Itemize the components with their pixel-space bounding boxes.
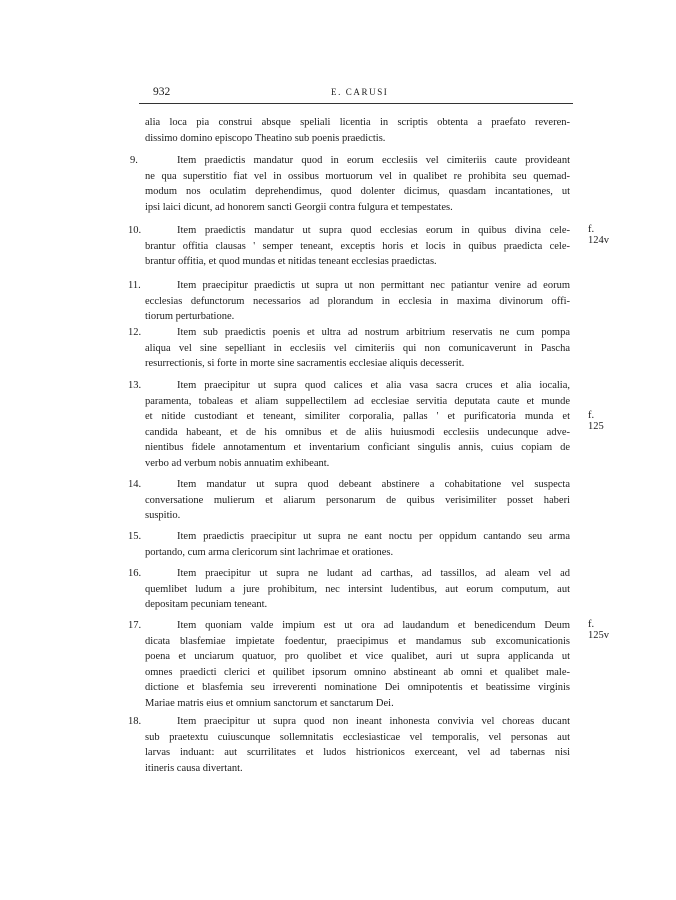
text-line: Mariae matris eius et omnium sanctorum et sanctarum Dei. — [145, 697, 394, 709]
item-16 — [128, 566, 570, 613]
text-line: brantur offitia clausas ' semper teneant, exceptis horis et locis in quibus praedicta cele- — [145, 240, 570, 252]
header-rule — [139, 103, 573, 104]
margin-folio-note: f. 125v — [588, 619, 609, 641]
text-line: depositam pecuniam teneant. — [145, 599, 268, 611]
text-line: quemlibet ludum a jure prohibitum, nec intersint ludentibus, aut eorum computum, aut — [145, 583, 570, 595]
text-line: suspitio. — [145, 510, 181, 522]
text-line: omnes praedicti clerici et quilibet ipsorum omnino abstineant ab omni et qualibet male- — [145, 666, 570, 678]
item-number: 17. — [128, 620, 142, 631]
text-line: poena et unciarum quatuor, pro quolibet et vice qualibet, auri ut supra applicanda ut — [145, 651, 570, 663]
text-line: brantur offitia, et quod mundas et nitidas teneant ecclesias praedictas. — [145, 256, 437, 268]
item-10 — [128, 223, 570, 270]
item-12 — [128, 325, 570, 372]
item-number: 18. — [128, 716, 142, 727]
text-line: Item praecipitur ut supra quod calices et alia vasa sacra cruces et alia iocalia, — [177, 380, 570, 391]
item-18 — [128, 714, 570, 776]
text-line: Item mandatur ut supra quod debeant abstinere a cohabitatione vel suspecta — [177, 479, 570, 490]
item-11 — [128, 278, 570, 325]
text-line: Item praecipitur ut supra ne ludant ad carthas, ad tassillos, ad aleam vel ad — [177, 568, 570, 579]
text-line: alia loca pia construi absque speliali licentia in scriptis obtenta a praefato reveren- — [145, 117, 570, 128]
page-number: 932 — [153, 86, 171, 98]
text-line: sub praetextu cuiuscunque sollemnitatis ecclesiasticae vel temporalis, vel personas aut — [145, 731, 570, 743]
text-line: resurrectionis, si forte in morte sine sacramentis ecclesiae aliquis decesserit. — [145, 358, 465, 370]
item-number: 9. — [130, 155, 138, 166]
text-line: nientibus fidele annotamentum et inventarium conficiant singulis annis, cuius copiam de — [145, 442, 570, 454]
item-14 — [128, 477, 570, 524]
text-line: et nitide custodiant et teneant, similiter corporalia, pallas ' et purificatoria munda et — [145, 411, 570, 423]
text-line: itineris causa divertant. — [145, 762, 243, 774]
text-line: conversatione mulierum et aliarum personarum de quibus verisimiliter posset haberi — [145, 494, 570, 506]
text-line: Item quoniam valde impium est ut ora ad laudandum et benedicendum Deum — [177, 620, 570, 631]
text-line: tiorum perturbatione. — [145, 311, 235, 323]
opening-paragraph — [145, 115, 570, 146]
text-line: Item sub praedictis poenis et ultra ad nostrum arbitrium reservatis ne cum pompa — [177, 327, 570, 338]
text-line: verbo ad verbum nobis annuatim exhibeant. — [145, 457, 330, 469]
text-line: Item praecipitur ut supra quod non ineant inhonesta convivia vel choreas ducant — [177, 716, 570, 727]
text-line: dissimo domino episcopo Theatino sub poenis praedictis. — [145, 132, 386, 144]
item-number: 10. — [128, 225, 142, 236]
text-line: ipsi laici dicunt, ad honorem sancti Georgii contra fulgura et tempestates. — [145, 201, 453, 213]
item-number: 15. — [128, 531, 142, 542]
item-number: 16. — [128, 568, 142, 579]
item-13 — [128, 378, 570, 472]
text-line: aliqua vel sine sepelliant in ecclesiis vel cimiteriis qui non comunicaverunt in Pascha — [145, 342, 570, 354]
text-line: modum nos oculatim deprehendimus, quod dolenter dicimus, quasdam incantationes, ut — [145, 186, 570, 198]
item-15 — [128, 529, 570, 560]
text-line: dicata blasfemiae impietate foedentur, praecipimus et mandamus sub excomunicationis — [145, 635, 570, 647]
text-line: larvas induant: aut scurrilitates et ludos histrionicos exerceant, vel ad tabernas nisi — [145, 747, 570, 759]
running-header — [139, 86, 573, 100]
text-line: Item praedictis mandatur quod in eorum ecclesiis vel cimiteriis caute provideant — [177, 155, 570, 166]
item-number: 11. — [128, 280, 141, 291]
text-line: paramenta, tobaleas et aliam suppellectilem ad ecclesiae servitia deputata caute et munde — [145, 395, 570, 407]
margin-folio-note: f. 124v — [588, 224, 609, 246]
text-line: Item praedictis praecipitur ut supra ne eant noctu per oppidum cantando seu arma — [177, 531, 570, 542]
text-line: ne qua superstitio fiat vel in ossibus mortuorum vel in qualibet re prohibita seu quemad- — [145, 170, 570, 182]
item-number: 13. — [128, 380, 142, 391]
margin-folio-note: f. 125 — [588, 410, 604, 432]
item-number: 12. — [128, 327, 142, 338]
running-head-author: E. CARUSI — [331, 87, 389, 97]
text-line: ecclesias defunctorum necessarios ad plorandum in ecclesia in maxima divinorum offi- — [145, 295, 570, 307]
text-line: portando, cum arma clericorum sint lachrimae et orationes. — [145, 546, 394, 558]
text-line: Item praecipitur praedictis ut supra ut non permittant nec patiantur venire ad eorum — [177, 280, 570, 291]
item-number: 14. — [128, 479, 142, 490]
text-line: candida habeant, et de his omnibus et de aliis huiusmodi ecclesiis undecunque adve- — [145, 426, 570, 438]
item-17 — [128, 618, 570, 712]
text-line: dictione et blasfemia seu irreverenti nominatione Dei omnipotentis et beatissime virginis — [145, 682, 570, 694]
text-line: Item praedictis mandatur ut supra quod ecclesias eorum in quibus divina cele- — [177, 225, 570, 236]
item-9 — [130, 153, 570, 215]
